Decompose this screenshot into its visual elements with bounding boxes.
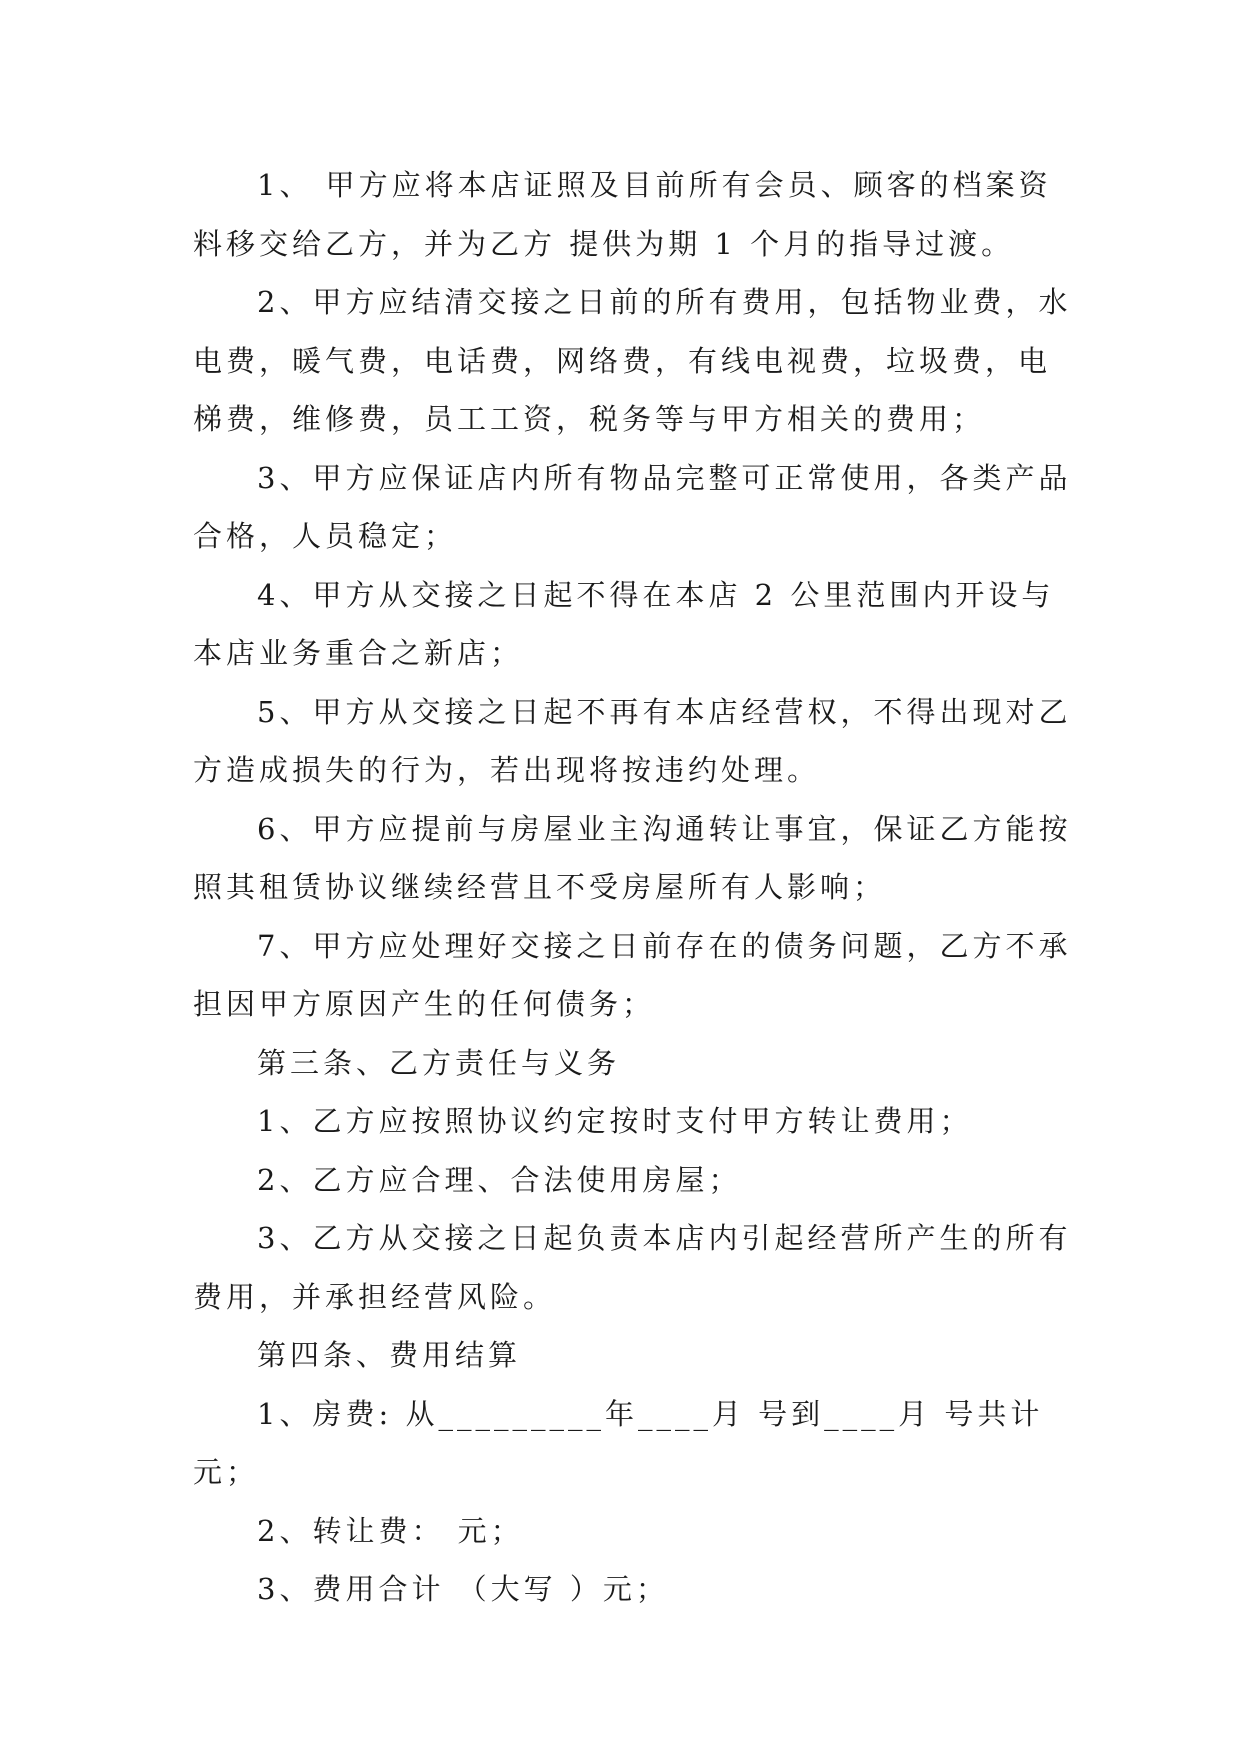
clause-a-5: 5、甲方从交接之日起不再有本店经营权，不得出现对乙方造成损失的行为，若出现将按违约处理。	[193, 694, 1072, 787]
clause-a-7: 7、甲方应处理好交接之日前存在的债务问题，乙方不承担因甲方原因产生的任何债务；	[193, 928, 1072, 1021]
section-3-item-1: 1、乙方应按照协议约定按时支付甲方转让费用；	[257, 1104, 973, 1138]
section-4-item-1: 1、房费: 从_________年____月 号到____月 号共计 元；	[193, 1396, 1044, 1489]
section-4-heading: 第四条、费用结算	[257, 1338, 522, 1372]
clause-a-4: 4、甲方从交接之日起不得在本店 2 公里范围内开设与本店业务重合之新店；	[193, 577, 1055, 670]
clause-a-6: 6、甲方应提前与房屋业主沟通转让事宜，保证乙方能按照其租赁协议继续经营且不受房屋所有人影响；	[193, 811, 1072, 904]
document-page	[193, 156, 1073, 1619]
section-4-item-3: 3、费用合计 （大写 ）元；	[257, 1572, 669, 1606]
clause-a-1: 1、 甲方应将本店证照及目前所有会员、顾客的档案资料移交给乙方，并为乙方 提供为期 1 个月的指导过渡。	[193, 168, 1052, 261]
clause-a-2: 2、甲方应结清交接之日前的所有费用，包括物业费，水电费，暖气费，电话费，网络费，有线电视费，垃圾费，电梯费，维修费，员工工资，税务等与甲方相关的费用；	[193, 285, 1072, 436]
section-3-item-3: 3、乙方从交接之日起负责本店内引起经营所产生的所有费用，并承担经营风险。	[193, 1221, 1072, 1314]
clause-a-3: 3、甲方应保证店内所有物品完整可正常使用，各类产品合格，人员稳定；	[193, 460, 1072, 553]
section-3-item-2: 2、乙方应合理、合法使用房屋；	[257, 1162, 742, 1197]
section-4-item-2: 2、转让费： 元；	[257, 1513, 524, 1548]
section-3-heading: 第三条、乙方责任与义务	[257, 1045, 621, 1080]
